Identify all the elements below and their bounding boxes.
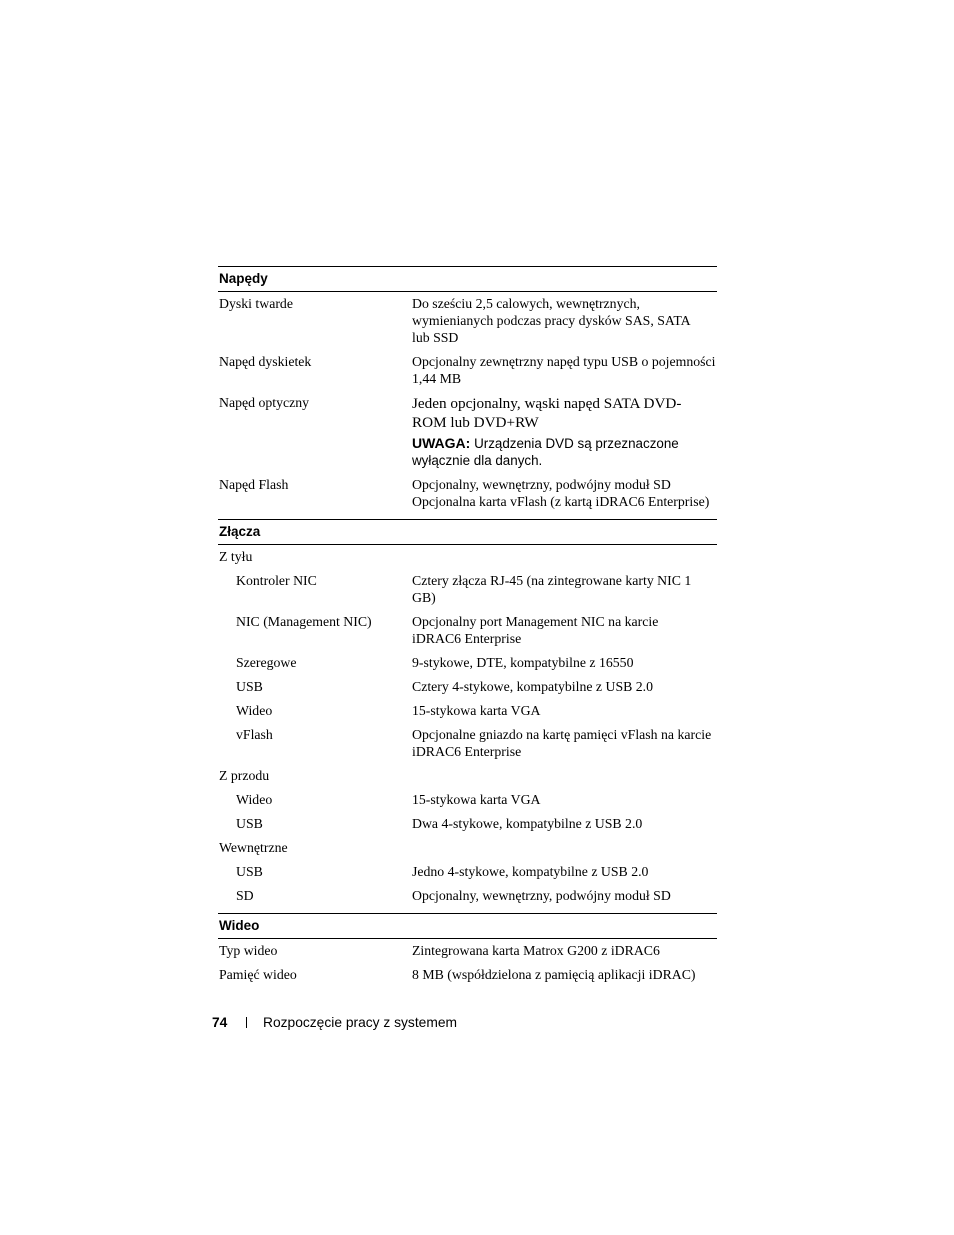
- spec-row-vflash: [218, 723, 717, 764]
- footer-title: Rozpoczęcie pracy z systemem: [263, 1015, 457, 1030]
- row-value: Do sześciu 2,5 calowych, wewnętrznych, wymienianych podczas pracy dysków SAS, SATA lub SSD: [412, 296, 691, 345]
- row-value: Cztery złącza RJ-45 (na zintegrowane karty NIC 1 GB): [412, 573, 692, 605]
- row-value: Cztery 4-stykowe, kompatybilne z USB 2.0: [412, 679, 654, 694]
- row-label: Z przodu: [219, 768, 270, 783]
- row-label: USB: [236, 864, 263, 879]
- spec-row-usb-back: [218, 675, 717, 699]
- note-text-2: wyłącznie dla danych.: [412, 453, 543, 468]
- spec-row-optical: [218, 391, 717, 473]
- spec-row-group-back: [218, 545, 717, 569]
- note-box: [412, 435, 717, 469]
- row-label: Typ wideo: [219, 943, 278, 958]
- spec-row-usb-front: [218, 812, 717, 836]
- section-heading-drives: Napędy: [218, 266, 717, 292]
- row-value: Zintegrowana karta Matrox G200 z iDRAC6: [412, 943, 660, 958]
- spec-row-video-back: [218, 699, 717, 723]
- row-value: Dwa 4-stykowe, kompatybilne z USB 2.0: [412, 816, 643, 831]
- row-label: USB: [236, 679, 263, 694]
- section-heading-video: Wideo: [218, 913, 717, 939]
- row-value: Jeden opcjonalny, wąski napęd SATA DVD- ROM lub DVD+RW UWAGA: Urządzenia DVD są przeznaczone wyłącznie dla danych.: [412, 394, 717, 469]
- row-value: Opcjonalny, wewnętrzny, podwójny moduł SD: [412, 888, 671, 903]
- row-value: Opcjonalny zewnętrzny napęd typu USB o pojemności 1,44 MB: [412, 354, 716, 386]
- spec-row-management-nic: [218, 610, 717, 651]
- page-number: 74: [212, 1015, 228, 1030]
- spec-row-group-internal: [218, 836, 717, 860]
- row-label: Napęd optyczny: [219, 395, 310, 410]
- row-label: Wewnętrzne: [219, 840, 288, 855]
- row-value: Jedno 4-stykowe, kompatybilne z USB 2.0: [412, 864, 649, 879]
- row-label: Pamięć wideo: [219, 967, 297, 982]
- row-label: NIC (Management NIC): [236, 614, 372, 629]
- row-label: vFlash: [236, 727, 273, 742]
- row-label: Napęd Flash: [219, 477, 289, 492]
- row-value: 8 MB (współdzielona z pamięcią aplikacji iDRAC): [412, 967, 696, 982]
- row-label: Wideo: [236, 703, 273, 718]
- spec-row-flash: [218, 473, 717, 514]
- row-value: 15-stykowa karta VGA: [412, 703, 541, 718]
- section-heading-connectors: Złącza: [218, 519, 717, 545]
- spec-row-video-memory: [218, 963, 717, 987]
- row-value: Opcjonalny, wewnętrzny, podwójny moduł SD Opcjonalna karta vFlash (z kartą iDRAC6 Enterprise): [412, 477, 710, 509]
- row-value: 15-stykowa karta VGA: [412, 792, 541, 807]
- row-label: SD: [236, 888, 254, 903]
- spec-row-nic: [218, 569, 717, 610]
- spec-row-video-type: [218, 939, 717, 963]
- note-text: Urządzenia DVD są przeznaczone: [474, 436, 679, 451]
- spec-row-hard-drives: [218, 292, 717, 350]
- note-label: UWAGA:: [412, 435, 471, 451]
- spec-table: [218, 266, 717, 987]
- row-value: 9-stykowe, DTE, kompatybilne z 16550: [412, 655, 634, 670]
- row-value: Opcjonalne gniazdo na kartę pamięci vFlash na karcie iDRAC6 Enterprise: [412, 727, 712, 759]
- row-label: Kontroler NIC: [236, 573, 317, 588]
- footer-divider: [246, 1017, 247, 1028]
- spec-row-floppy: [218, 350, 717, 391]
- spec-row-video-front: [218, 788, 717, 812]
- row-label: USB: [236, 816, 263, 831]
- spec-row-usb-internal: [218, 860, 717, 884]
- row-label: Szeregowe: [236, 655, 297, 670]
- row-label: Napęd dyskietek: [219, 354, 312, 369]
- spec-row-sd-internal: [218, 884, 717, 908]
- spec-row-group-front: [218, 764, 717, 788]
- row-label: Dyski twarde: [219, 296, 293, 311]
- page-footer: [212, 1015, 457, 1030]
- spec-row-serial: [218, 651, 717, 675]
- row-label: Z tyłu: [219, 549, 253, 564]
- row-label: Wideo: [236, 792, 273, 807]
- row-value: Opcjonalny port Management NIC na karcie iDRAC6 Enterprise: [412, 614, 659, 646]
